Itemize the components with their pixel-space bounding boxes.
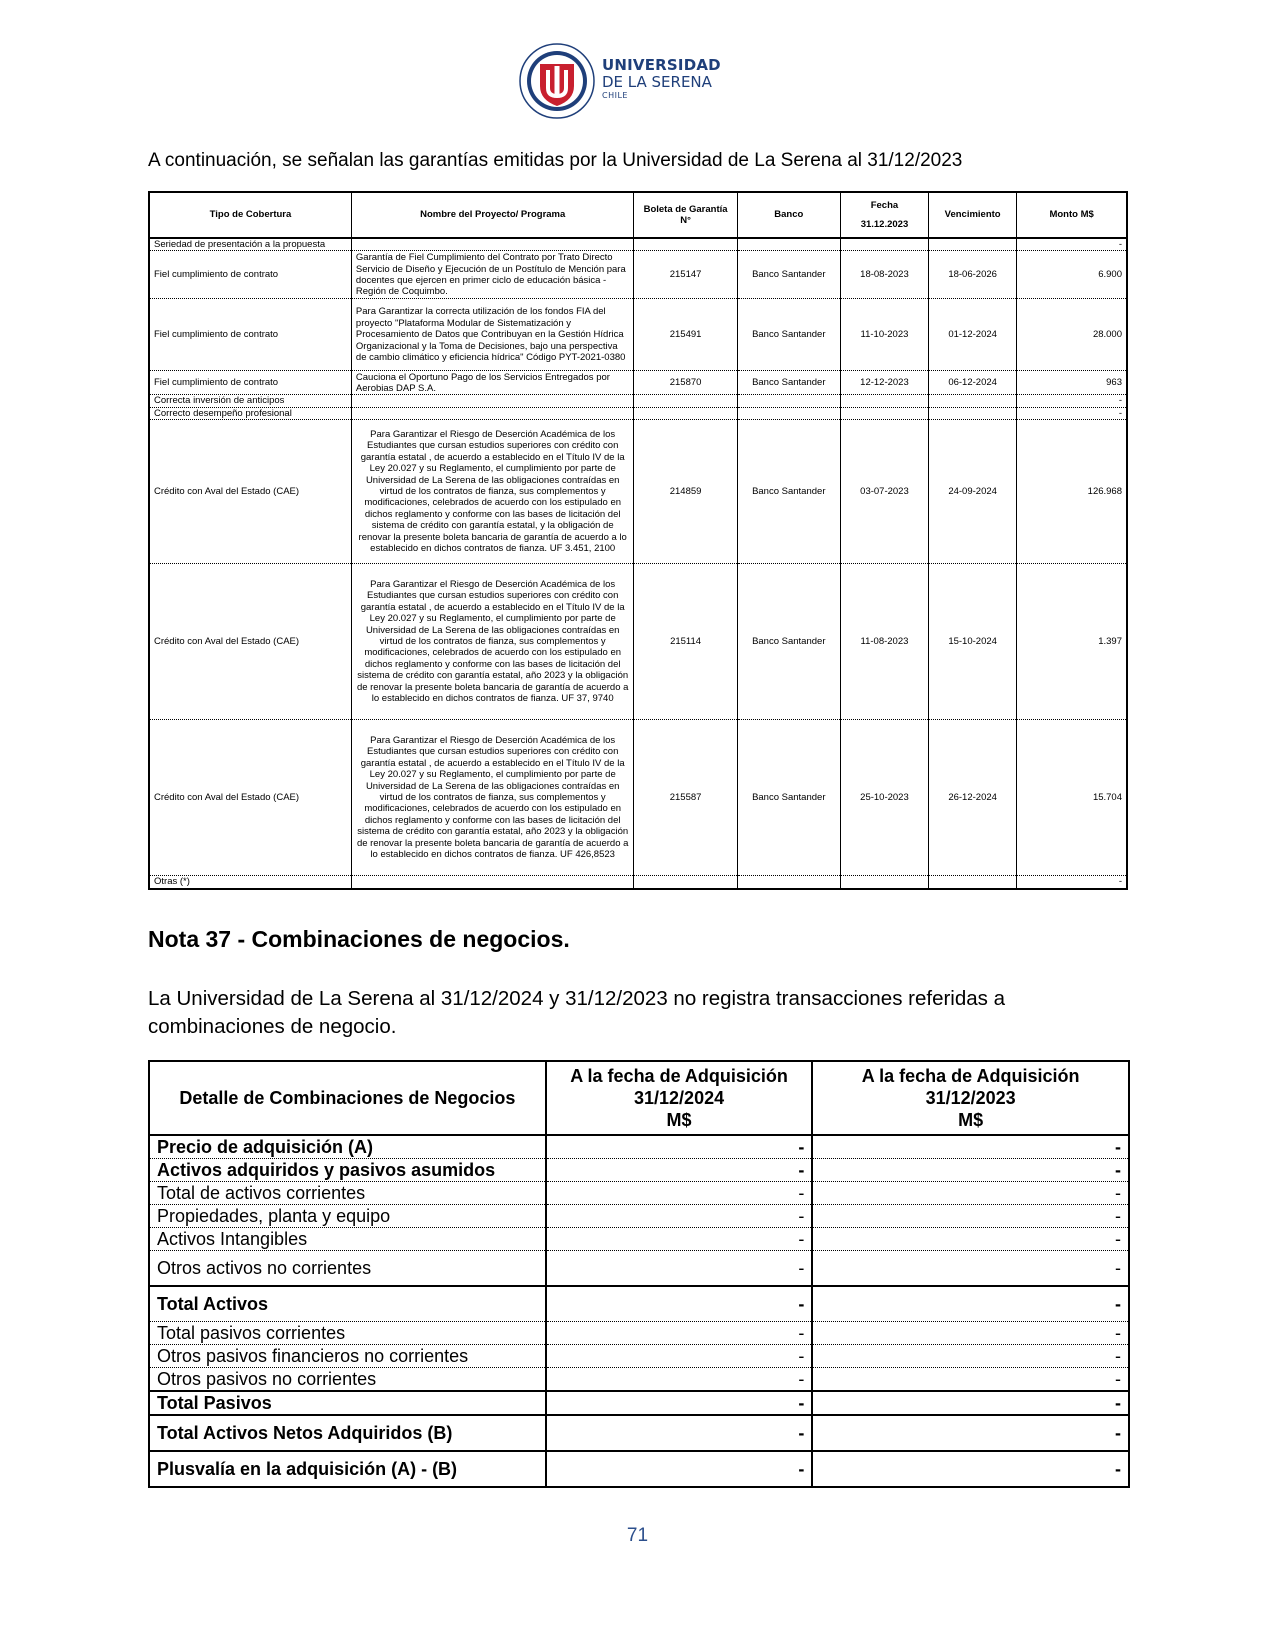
cell-monto: 963 [1017,371,1127,395]
cell-fecha: 25-10-2023 [840,720,928,876]
cell-vencimiento: 18-06-2026 [929,251,1017,299]
business-row [149,1135,1129,1159]
business-row [149,1391,1129,1415]
business-row [149,1415,1129,1451]
cell-label: Precio de adquisición (A) [149,1135,546,1159]
cell-value-2023: - [812,1159,1129,1182]
cell-banco [737,876,840,889]
cell-value-2023: - [812,1286,1129,1322]
cell-nombre: Para Garantizar el Riesgo de Deserción Académica de los Estudiantes que cursan estudios superiores con crédito con garantía estatal , de acuerdo a establecido en el Título IV de la Ley 20.027 y su Reglamento, el cumplimiento por parte de Universidad de La Serena de las obligaciones contraídas en virtud de los contratos de fianza, sus complementos y modificaciones, celebrados de acuerdo con los estipulado en dichos reglamento y conforme con las bases de licitación del sistema de crédito con garantía estatal, y la obligación de renovar la presente boleta bancaria de garantía de acuerdo a lo establecido en dichos contratos de fianza. UF 3.451, 2100 [351,420,634,564]
cell-tipo: Crédito con Aval del Estado (CAE) [149,720,351,876]
header-detalle: Detalle de Combinaciones de Negocios [149,1061,546,1135]
cell-banco: Banco Santander [737,299,840,371]
header-col-2024-line1: A la fecha de Adquisición [570,1066,788,1086]
business-row [149,1286,1129,1322]
cell-tipo: Otras (*) [149,876,351,889]
cell-value-2024: - [546,1391,813,1415]
cell-fecha [840,876,928,889]
cell-nombre [351,407,634,419]
header-col-2023 [812,1061,1129,1135]
cell-value-2024: - [546,1368,813,1392]
cell-boleta: 215147 [634,251,737,299]
header-col-2024-line2: 31/12/2024 [634,1088,725,1108]
cell-value-2023: - [812,1391,1129,1415]
cell-fecha: 11-08-2023 [840,564,928,720]
cell-tipo: Seriedad de presentación a la propuesta [149,238,351,251]
cell-boleta [634,395,737,407]
cell-nombre: Para Garantizar la correcta utilización de los fondos FIA del proyecto "Plataforma Modular de Sistematización y Procesamiento de Datos que Contribuyan en la Gestión Hídrica Organizacional y la Toma de Decisiones, bajo una perspectiva de cambio climático y eficiencia hídrica" Código PYT-2021-0380 [351,299,634,371]
cell-label: Otros pasivos no corrientes [149,1368,546,1392]
logo-line-3: CHILE [602,91,628,100]
cell-value-2024: - [546,1415,813,1451]
cell-nombre [351,238,634,251]
cell-banco [737,407,840,419]
cell-boleta [634,407,737,419]
guarantee-row [149,564,1127,720]
cell-fecha [840,395,928,407]
cell-tipo: Fiel cumplimiento de contrato [149,299,351,371]
cell-fecha [840,238,928,251]
cell-fecha: 12-12-2023 [840,371,928,395]
cell-vencimiento [929,407,1017,419]
business-row [149,1322,1129,1345]
cell-label: Total pasivos corrientes [149,1322,546,1345]
header-nombre: Nombre del Proyecto/ Programa [351,192,634,238]
cell-banco: Banco Santander [737,720,840,876]
cell-tipo: Fiel cumplimiento de contrato [149,251,351,299]
cell-value-2023: - [812,1451,1129,1487]
cell-banco [737,238,840,251]
cell-fecha: 03-07-2023 [840,420,928,564]
cell-monto: - [1017,876,1127,889]
cell-label: Total Activos Netos Adquiridos (B) [149,1415,546,1451]
cell-boleta: 215870 [634,371,737,395]
cell-fecha [840,407,928,419]
cell-value-2023: - [812,1251,1129,1287]
cell-monto: 15.704 [1017,720,1127,876]
business-row [149,1345,1129,1368]
logo-line-2: DE LA SERENA [602,73,712,91]
cell-label: Total Activos [149,1286,546,1322]
cell-banco [737,395,840,407]
business-row [149,1159,1129,1182]
cell-vencimiento: 15-10-2024 [929,564,1017,720]
business-row [149,1451,1129,1487]
university-logo [518,42,721,120]
header-banco: Banco [737,192,840,238]
guarantee-row [149,407,1127,419]
cell-tipo: Fiel cumplimiento de contrato [149,371,351,395]
guarantee-row [149,720,1127,876]
cell-vencimiento [929,238,1017,251]
cell-label: Total de activos corrientes [149,1182,546,1205]
header-col-2024-line3: M$ [666,1110,692,1130]
header-fecha [840,192,928,238]
cell-label: Total Pasivos [149,1391,546,1415]
business-row [149,1205,1129,1228]
cell-value-2024: - [546,1345,813,1368]
cell-tipo: Crédito con Aval del Estado (CAE) [149,564,351,720]
cell-value-2024: - [546,1205,813,1228]
cell-value-2024: - [546,1228,813,1251]
cell-label: Propiedades, planta y equipo [149,1205,546,1228]
header-fecha-sub: 31.12.2023 [860,219,909,230]
cell-label: Plusvalía en la adquisición (A) - (B) [149,1451,546,1487]
cell-vencimiento [929,876,1017,889]
cell-value-2024: - [546,1135,813,1159]
cell-label: Activos Intangibles [149,1228,546,1251]
cell-vencimiento [929,395,1017,407]
cell-banco: Banco Santander [737,420,840,564]
header-vencimiento: Vencimiento [929,192,1017,238]
cell-nombre: Garantía de Fiel Cumplimiento del Contrato por Trato Directo Servicio de Diseño y Ejecución de un Postítulo de Mención para docentes que ejercen en primer ciclo de educación básica - Región de Coquimbo. [351,251,634,299]
header-boleta: Boleta de Garantía N° [634,192,737,238]
business-row [149,1368,1129,1392]
guarantee-row [149,371,1127,395]
cell-label: Activos adquiridos y pasivos asumidos [149,1159,546,1182]
guarantees-table [148,191,1128,890]
cell-value-2023: - [812,1322,1129,1345]
cell-label: Otros activos no corrientes [149,1251,546,1287]
cell-label: Otros pasivos financieros no corrientes [149,1345,546,1368]
cell-fecha: 11-10-2023 [840,299,928,371]
guarantee-row [149,395,1127,407]
note-37-title: Nota 37 - Combinaciones de negocios. [148,926,570,952]
university-name [602,58,721,100]
cell-value-2024: - [546,1286,813,1322]
cell-vencimiento: 26-12-2024 [929,720,1017,876]
cell-value-2024: - [546,1159,813,1182]
header-col-2023-line2: 31/12/2023 [925,1088,1016,1108]
cell-monto: 28.000 [1017,299,1127,371]
cell-boleta: 215491 [634,299,737,371]
cell-boleta: 215114 [634,564,737,720]
business-combinations-table [148,1060,1130,1488]
cell-nombre [351,876,634,889]
cell-value-2023: - [812,1205,1129,1228]
cell-banco: Banco Santander [737,251,840,299]
cell-banco: Banco Santander [737,564,840,720]
cell-banco: Banco Santander [737,371,840,395]
business-row [149,1228,1129,1251]
cell-value-2024: - [546,1182,813,1205]
cell-tipo: Crédito con Aval del Estado (CAE) [149,420,351,564]
cell-nombre: Cauciona el Oportuno Pago de los Servicios Entregados por Aerobias DAP S.A. [351,371,634,395]
cell-monto: 126.968 [1017,420,1127,564]
header-fecha-label: Fecha [870,199,899,211]
guarantee-row [149,299,1127,371]
guarantees-header-row [149,192,1127,238]
cell-monto: - [1017,407,1127,419]
business-header-row [149,1061,1129,1135]
university-seal-icon [518,42,598,120]
page-number: 71 [626,1525,649,1546]
cell-value-2024: - [546,1322,813,1345]
guarantee-row [149,876,1127,889]
cell-monto: 6.900 [1017,251,1127,299]
cell-boleta: 215587 [634,720,737,876]
header-monto: Monto M$ [1017,192,1127,238]
cell-value-2023: - [812,1182,1129,1205]
cell-tipo: Correcto desempeño profesional [149,407,351,419]
note-37-body: La Universidad de La Serena al 31/12/2024 y 31/12/2023 no registra transacciones referidas a combinaciones de negocio. [148,987,1006,1038]
cell-value-2023: - [812,1228,1129,1251]
cell-value-2023: - [812,1345,1129,1368]
business-row [149,1182,1129,1205]
cell-value-2023: - [812,1135,1129,1159]
header-col-2023-line1: A la fecha de Adquisición [861,1066,1080,1086]
header-col-2024 [546,1061,813,1135]
guarantee-row [149,420,1127,564]
business-row [149,1251,1129,1287]
guarantee-row [149,251,1127,299]
cell-monto: - [1017,238,1127,251]
cell-vencimiento: 01-12-2024 [929,299,1017,371]
cell-vencimiento: 24-09-2024 [929,420,1017,564]
cell-value-2023: - [812,1415,1129,1451]
guarantee-row [149,238,1127,251]
header-tipo: Tipo de Cobertura [149,192,351,238]
cell-monto: - [1017,395,1127,407]
cell-boleta [634,238,737,251]
cell-value-2023: - [812,1368,1129,1392]
cell-tipo: Correcta inversión de anticipos [149,395,351,407]
cell-vencimiento: 06-12-2024 [929,371,1017,395]
logo-line-1: UNIVERSIDAD [602,56,721,74]
cell-monto: 1.397 [1017,564,1127,720]
cell-value-2024: - [546,1251,813,1287]
cell-nombre: Para Garantizar el Riesgo de Deserción Académica de los Estudiantes que cursan estudios superiores con crédito con garantía estatal , de acuerdo a establecido en el Título IV de la Ley 20.027 y su Reglamento, el cumplimiento por parte de Universidad de La Serena de las obligaciones contraídas en virtud de los contratos de fianza, sus complementos y modificaciones, celebrados de acuerdo con los estipulado en dichos reglamento y conforme con las bases de licitación del sistema de crédito con garantía estatal, año 2023 y la obligación de renovar la presente boleta bancaria de garantía de acuerdo a lo establecido en dichos contratos de fianza. UF 37, 9740 [351,564,634,720]
intro-text: A continuación, se señalan las garantías emitidas por la Universidad de La Serena al 31/12/2023 [148,150,963,171]
cell-boleta [634,876,737,889]
cell-nombre [351,395,634,407]
cell-value-2024: - [546,1451,813,1487]
cell-fecha: 18-08-2023 [840,251,928,299]
cell-boleta: 214859 [634,420,737,564]
cell-nombre: Para Garantizar el Riesgo de Deserción Académica de los Estudiantes que cursan estudios superiores con crédito con garantía estatal , de acuerdo a establecido en el Título IV de la Ley 20.027 y su Reglamento, el cumplimiento por parte de Universidad de La Serena de las obligaciones contraídas en virtud de los contratos de fianza, sus complementos y modificaciones, celebrados de acuerdo con los estipulado en dichos reglamento y conforme con las bases de licitación del sistema de crédito con garantía estatal, año 2023 y la obligación de renovar la presente boleta bancaria de garantía de acuerdo a lo establecido en dichos contratos de fianza. UF 426,8523 [351,720,634,876]
header-col-2023-line3: M$ [958,1110,984,1130]
